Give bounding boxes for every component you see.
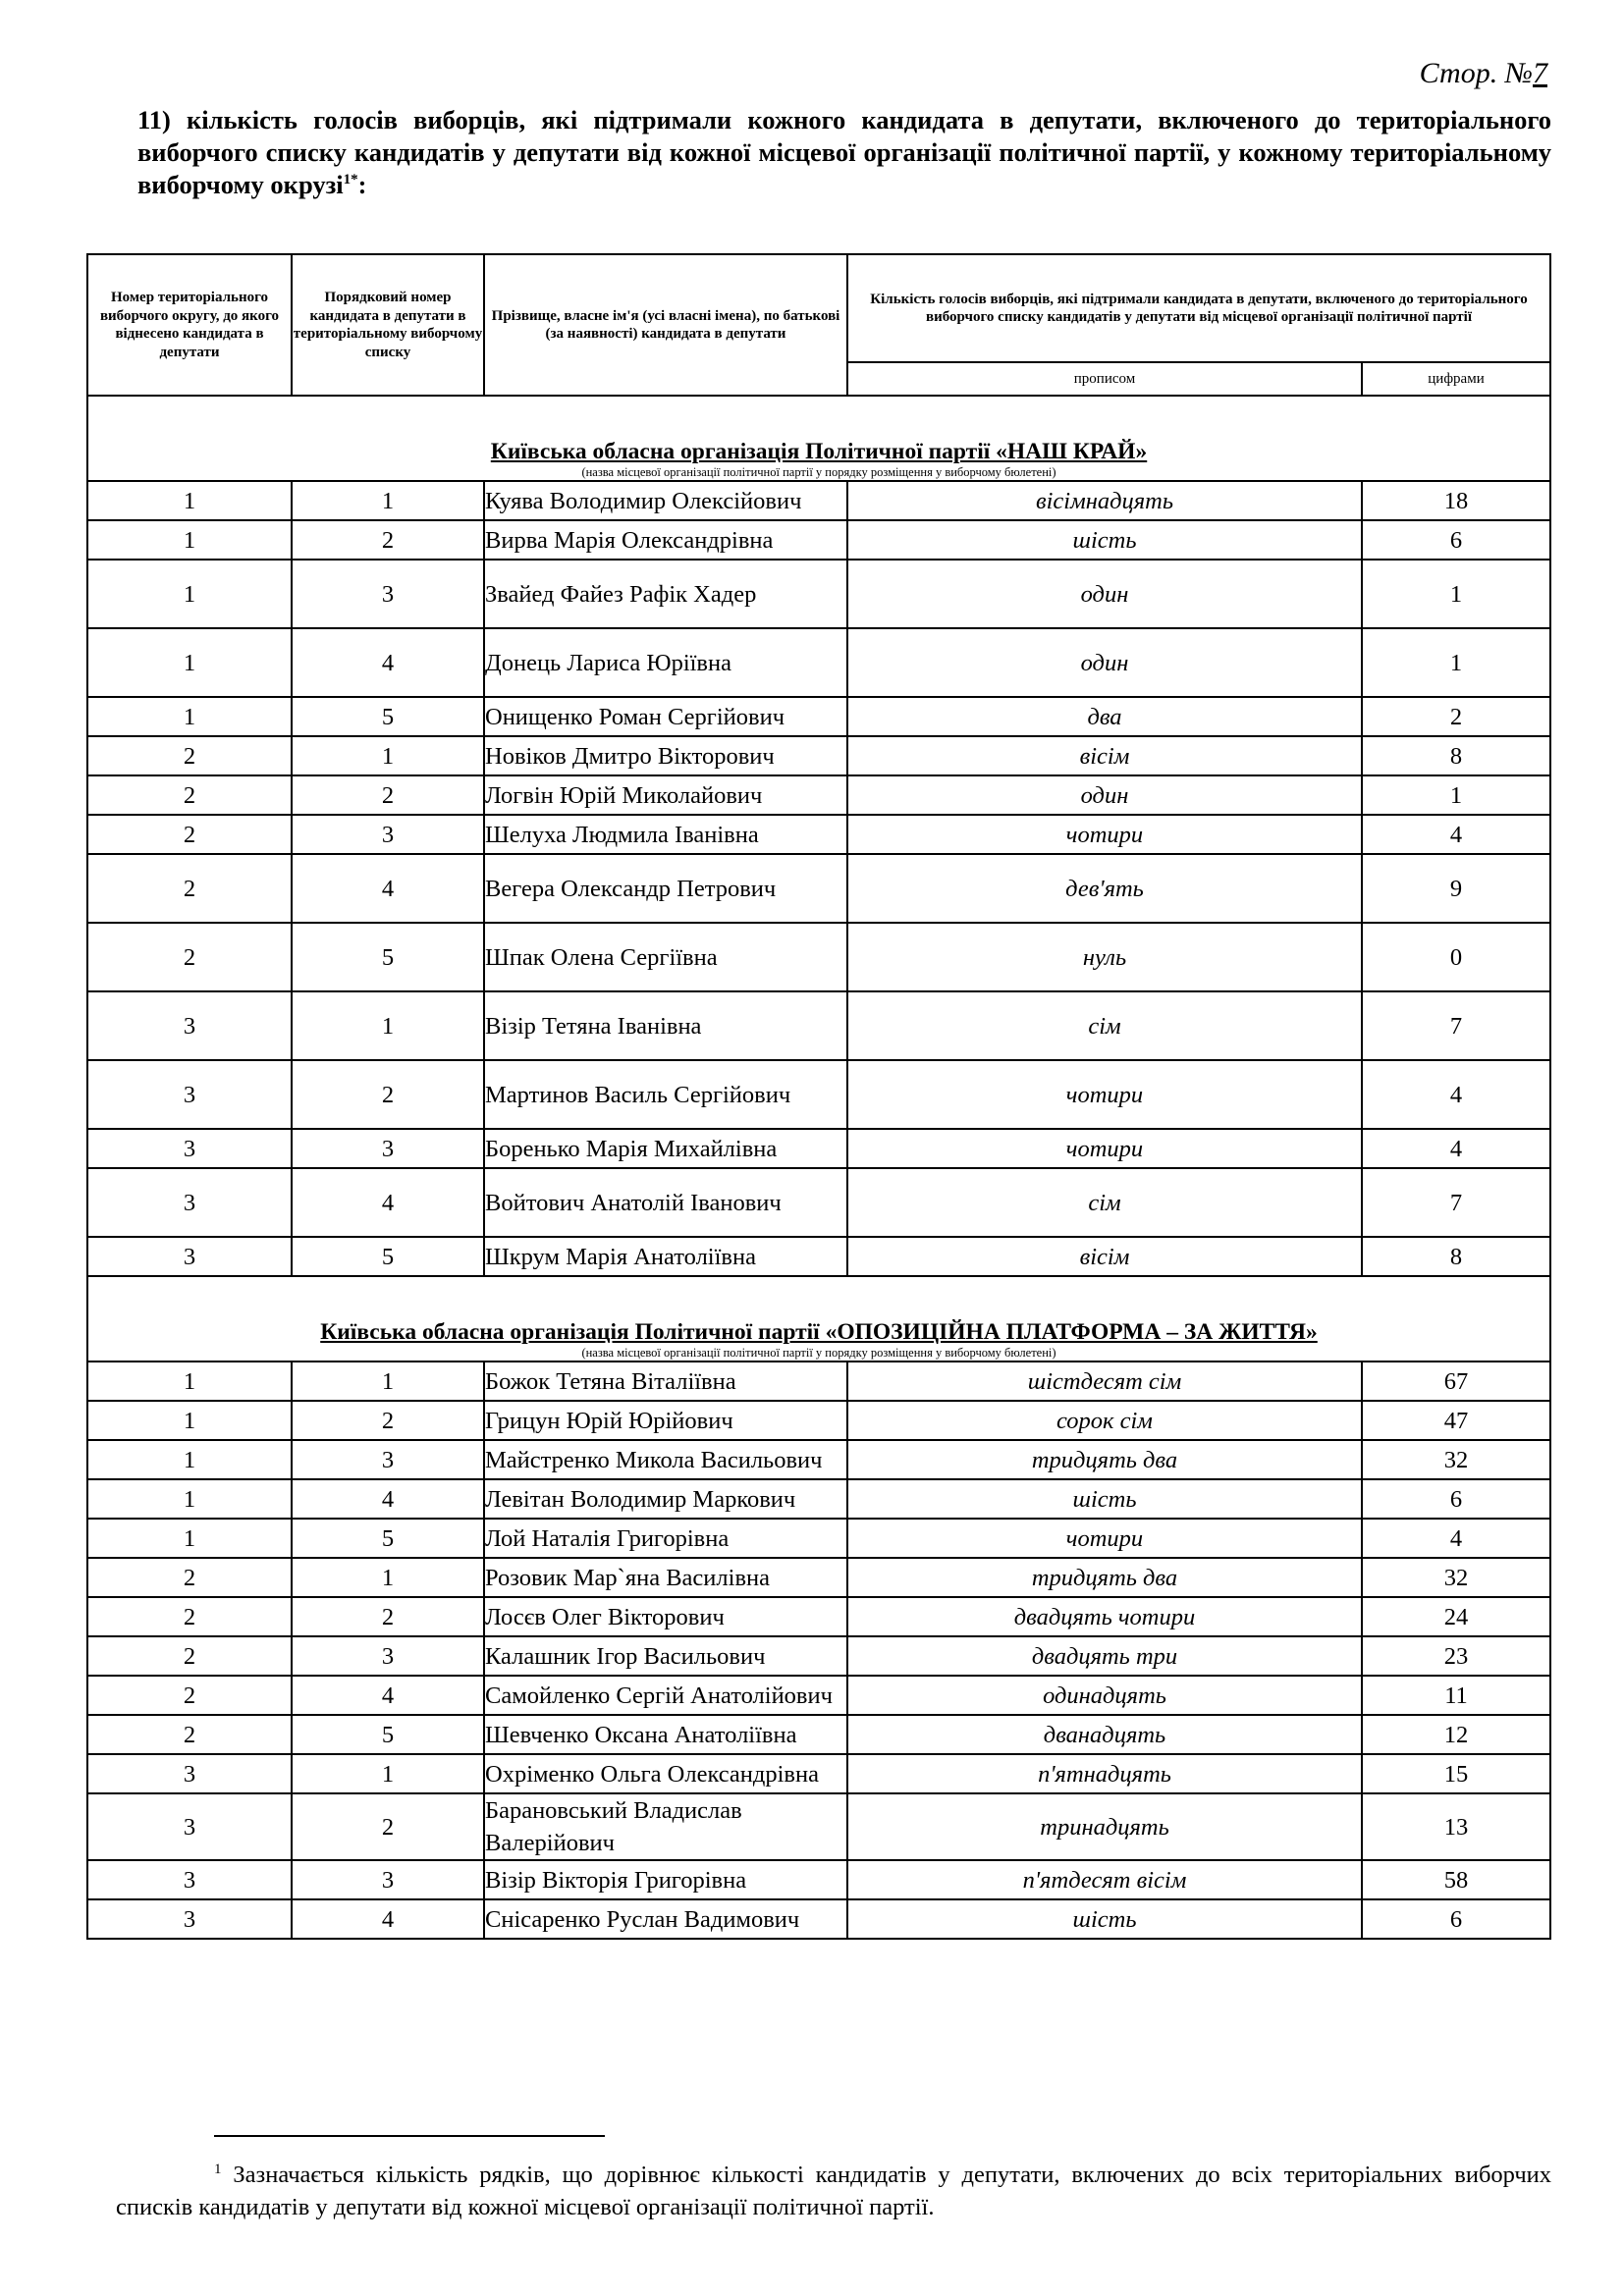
table-row xyxy=(87,1060,1550,1129)
header-order: Порядковий номер кандидата в депутати в територіальному виборчому списку xyxy=(292,254,484,396)
cell-digits: 4 xyxy=(1362,815,1550,854)
cell-digits: 8 xyxy=(1362,1237,1550,1276)
table-row xyxy=(87,697,1550,736)
cell-district: 3 xyxy=(87,1168,292,1237)
cell-words: шістдесят сім xyxy=(847,1362,1362,1401)
cell-district: 1 xyxy=(87,1519,292,1558)
party-row xyxy=(87,1276,1550,1362)
cell-digits: 11 xyxy=(1362,1676,1550,1715)
cell-words: чотири xyxy=(847,815,1362,854)
cell-name: Лосєв Олег Вікторович xyxy=(484,1597,847,1636)
cell-words: вісім xyxy=(847,1237,1362,1276)
table-row xyxy=(87,1899,1550,1939)
cell-name: Грицун Юрій Юрійович xyxy=(484,1401,847,1440)
cell-name: Новіков Дмитро Вікторович xyxy=(484,736,847,775)
table-row xyxy=(87,1597,1550,1636)
cell-district: 1 xyxy=(87,1479,292,1519)
cell-words: тридцять два xyxy=(847,1558,1362,1597)
cell-order: 5 xyxy=(292,1519,484,1558)
cell-words: шість xyxy=(847,1479,1362,1519)
cell-digits: 67 xyxy=(1362,1362,1550,1401)
cell-district: 3 xyxy=(87,1860,292,1899)
cell-name: Божок Тетяна Віталіївна xyxy=(484,1362,847,1401)
cell-order: 3 xyxy=(292,1860,484,1899)
footnote xyxy=(116,2159,1551,2223)
cell-district: 1 xyxy=(87,481,292,520)
cell-digits: 4 xyxy=(1362,1519,1550,1558)
header-name: Прізвище, власне ім'я (усі власні імена), по батькові (за наявності) кандидата в депутати xyxy=(484,254,847,396)
heading-tail: : xyxy=(357,170,367,199)
cell-name: Шпак Олена Сергіївна xyxy=(484,923,847,991)
cell-order: 3 xyxy=(292,1440,484,1479)
cell-digits: 13 xyxy=(1362,1793,1550,1860)
cell-name: Логвін Юрій Миколайович xyxy=(484,775,847,815)
cell-order: 1 xyxy=(292,1754,484,1793)
votes-table xyxy=(86,253,1551,1940)
cell-district: 1 xyxy=(87,1440,292,1479)
cell-digits: 24 xyxy=(1362,1597,1550,1636)
cell-digits: 7 xyxy=(1362,991,1550,1060)
cell-district: 1 xyxy=(87,697,292,736)
party-name: Київська обласна організація Політичної партії «ОПОЗИЦІЙНА ПЛАТФОРМА – ЗА ЖИТТЯ» xyxy=(320,1319,1318,1345)
page-number-value: 7 xyxy=(1533,57,1547,89)
table-row xyxy=(87,1168,1550,1237)
table-row xyxy=(87,1558,1550,1597)
cell-words: один xyxy=(847,628,1362,697)
cell-name: Лой Наталія Григорівна xyxy=(484,1519,847,1558)
cell-words: дев'ять xyxy=(847,854,1362,923)
cell-district: 3 xyxy=(87,1060,292,1129)
table-row xyxy=(87,1715,1550,1754)
table-row xyxy=(87,628,1550,697)
page-number-label: Стор. № xyxy=(1419,57,1533,89)
cell-words: один xyxy=(847,560,1362,628)
party-cell xyxy=(87,396,1550,481)
cell-digits: 1 xyxy=(1362,560,1550,628)
header-votes: Кількість голосів виборців, які підтримали кандидата в депутати, включеного до територіального виборчого списку кандидатів у депутати від місцевої організації політичної партії xyxy=(847,254,1550,362)
cell-digits: 8 xyxy=(1362,736,1550,775)
cell-digits: 6 xyxy=(1362,520,1550,560)
section-heading xyxy=(137,104,1551,201)
cell-order: 3 xyxy=(292,560,484,628)
party-note: (назва місцевої організації політичної партії у порядку розміщення у виборчому бюлетені) xyxy=(581,1346,1056,1360)
cell-words: п'ятдесят вісім xyxy=(847,1860,1362,1899)
cell-district: 1 xyxy=(87,628,292,697)
cell-order: 4 xyxy=(292,1676,484,1715)
cell-name: Снісаренко Руслан Вадимович xyxy=(484,1899,847,1939)
cell-words: п'ятнадцять xyxy=(847,1754,1362,1793)
cell-digits: 1 xyxy=(1362,628,1550,697)
table-row xyxy=(87,1440,1550,1479)
cell-digits: 7 xyxy=(1362,1168,1550,1237)
cell-district: 1 xyxy=(87,520,292,560)
cell-name: Левітан Володимир Маркович xyxy=(484,1479,847,1519)
cell-words: двадцять чотири xyxy=(847,1597,1362,1636)
cell-digits: 58 xyxy=(1362,1860,1550,1899)
heading-footnote-mark: 1* xyxy=(343,172,358,188)
page-number xyxy=(1420,57,1547,90)
table-row xyxy=(87,815,1550,854)
cell-order: 1 xyxy=(292,1558,484,1597)
cell-digits: 0 xyxy=(1362,923,1550,991)
cell-district: 2 xyxy=(87,1715,292,1754)
cell-words: чотири xyxy=(847,1060,1362,1129)
cell-district: 2 xyxy=(87,923,292,991)
cell-order: 4 xyxy=(292,1479,484,1519)
party-note: (назва місцевої організації політичної партії у порядку розміщення у виборчому бюлетені) xyxy=(581,465,1056,479)
cell-digits: 47 xyxy=(1362,1401,1550,1440)
cell-order: 2 xyxy=(292,1597,484,1636)
cell-order: 2 xyxy=(292,775,484,815)
cell-name: Калашник Ігор Васильович xyxy=(484,1636,847,1676)
cell-district: 2 xyxy=(87,736,292,775)
cell-order: 4 xyxy=(292,1168,484,1237)
footnote-divider xyxy=(214,2135,605,2137)
table-row xyxy=(87,991,1550,1060)
cell-words: два xyxy=(847,697,1362,736)
header-in-words: прописом xyxy=(847,362,1362,396)
cell-name: Шелуха Людмила Іванівна xyxy=(484,815,847,854)
table-row xyxy=(87,1237,1550,1276)
cell-words: чотири xyxy=(847,1519,1362,1558)
table-body xyxy=(87,396,1550,1939)
cell-order: 3 xyxy=(292,815,484,854)
table-row xyxy=(87,854,1550,923)
cell-words: сорок сім xyxy=(847,1401,1362,1440)
cell-digits: 4 xyxy=(1362,1129,1550,1168)
cell-digits: 12 xyxy=(1362,1715,1550,1754)
cell-name: Шкрум Марія Анатоліївна xyxy=(484,1237,847,1276)
cell-words: чотири xyxy=(847,1129,1362,1168)
cell-name: Боренько Марія Михайлівна xyxy=(484,1129,847,1168)
cell-district: 1 xyxy=(87,1401,292,1440)
cell-digits: 32 xyxy=(1362,1440,1550,1479)
cell-name: Барановський Владислав Валерійович xyxy=(484,1793,847,1860)
cell-words: тринадцять xyxy=(847,1793,1362,1860)
cell-district: 2 xyxy=(87,815,292,854)
cell-order: 1 xyxy=(292,481,484,520)
cell-words: сім xyxy=(847,1168,1362,1237)
cell-order: 5 xyxy=(292,1715,484,1754)
cell-name: Візір Вікторія Григорівна xyxy=(484,1860,847,1899)
cell-order: 1 xyxy=(292,1362,484,1401)
cell-digits: 6 xyxy=(1362,1479,1550,1519)
cell-digits: 18 xyxy=(1362,481,1550,520)
cell-order: 5 xyxy=(292,697,484,736)
table-row xyxy=(87,1401,1550,1440)
cell-district: 2 xyxy=(87,1636,292,1676)
cell-order: 5 xyxy=(292,1237,484,1276)
cell-digits: 2 xyxy=(1362,697,1550,736)
cell-district: 3 xyxy=(87,1754,292,1793)
footnote-mark: 1 xyxy=(214,2161,222,2177)
cell-name: Мартинов Василь Сергійович xyxy=(484,1060,847,1129)
cell-name: Охріменко Ольга Олександрівна xyxy=(484,1754,847,1793)
cell-digits: 32 xyxy=(1362,1558,1550,1597)
cell-district: 1 xyxy=(87,560,292,628)
cell-district: 2 xyxy=(87,1558,292,1597)
cell-name: Шевченко Оксана Анатоліївна xyxy=(484,1715,847,1754)
heading-text: 11) кількість голосів виборців, які підтримали кожного кандидата в депутати, включеного до територіального виборчого списку кандидатів у депутати від кожної місцевої організації політичної партії, у кожному територіальному виборчому окрузі xyxy=(137,105,1551,199)
cell-district: 2 xyxy=(87,1676,292,1715)
cell-words: шість xyxy=(847,1899,1362,1939)
cell-words: нуль xyxy=(847,923,1362,991)
cell-name: Донець Лариса Юріївна xyxy=(484,628,847,697)
cell-district: 3 xyxy=(87,1129,292,1168)
cell-words: вісім xyxy=(847,736,1362,775)
cell-order: 3 xyxy=(292,1129,484,1168)
cell-order: 3 xyxy=(292,1636,484,1676)
table-row xyxy=(87,775,1550,815)
table-row xyxy=(87,923,1550,991)
table-row xyxy=(87,1860,1550,1899)
table-row xyxy=(87,1362,1550,1401)
table-row xyxy=(87,1676,1550,1715)
cell-digits: 9 xyxy=(1362,854,1550,923)
party-cell xyxy=(87,1276,1550,1362)
cell-district: 2 xyxy=(87,775,292,815)
cell-district: 3 xyxy=(87,1237,292,1276)
cell-district: 1 xyxy=(87,1362,292,1401)
cell-words: дванадцять xyxy=(847,1715,1362,1754)
party-name: Київська обласна організація Політичної партії «НАШ КРАЙ» xyxy=(490,439,1148,464)
cell-digits: 15 xyxy=(1362,1754,1550,1793)
cell-order: 5 xyxy=(292,923,484,991)
table-row xyxy=(87,1636,1550,1676)
cell-order: 2 xyxy=(292,1060,484,1129)
table-row xyxy=(87,560,1550,628)
cell-digits: 4 xyxy=(1362,1060,1550,1129)
cell-words: один xyxy=(847,775,1362,815)
cell-name: Вегера Олександр Петрович xyxy=(484,854,847,923)
cell-words: шість xyxy=(847,520,1362,560)
cell-district: 3 xyxy=(87,1899,292,1939)
cell-digits: 6 xyxy=(1362,1899,1550,1939)
cell-order: 4 xyxy=(292,1899,484,1939)
cell-name: Розовик Мар`яна Василівна xyxy=(484,1558,847,1597)
cell-name: Майстренко Микола Васильович xyxy=(484,1440,847,1479)
party-row xyxy=(87,396,1550,481)
cell-district: 2 xyxy=(87,854,292,923)
cell-words: двадцять три xyxy=(847,1636,1362,1676)
cell-words: сім xyxy=(847,991,1362,1060)
cell-order: 1 xyxy=(292,991,484,1060)
table-row xyxy=(87,1754,1550,1793)
table-row xyxy=(87,481,1550,520)
cell-district: 3 xyxy=(87,1793,292,1860)
cell-order: 2 xyxy=(292,1793,484,1860)
table-row xyxy=(87,1479,1550,1519)
cell-district: 3 xyxy=(87,991,292,1060)
cell-order: 1 xyxy=(292,736,484,775)
cell-district: 2 xyxy=(87,1597,292,1636)
cell-words: тридцять два xyxy=(847,1440,1362,1479)
header-in-digits: цифрами xyxy=(1362,362,1550,396)
cell-order: 2 xyxy=(292,1401,484,1440)
cell-name: Візір Тетяна Іванівна xyxy=(484,991,847,1060)
cell-name: Войтович Анатолій Іванович xyxy=(484,1168,847,1237)
cell-name: Звайед Файез Рафік Хадер xyxy=(484,560,847,628)
cell-words: одинадцять xyxy=(847,1676,1362,1715)
cell-digits: 23 xyxy=(1362,1636,1550,1676)
table-row xyxy=(87,736,1550,775)
table-row xyxy=(87,1519,1550,1558)
footnote-text: Зазначається кількість рядків, що дорівнює кількості кандидатів у депутати, включених до всіх територіальних виборчих списків кандидатів у депутати від кожної місцевої організації політичної партії. xyxy=(116,2162,1551,2220)
cell-order: 4 xyxy=(292,628,484,697)
cell-name: Самойленко Сергій Анатолійович xyxy=(484,1676,847,1715)
header-district: Номер територіального виборчого округу, до якого віднесено кандидата в депутати xyxy=(87,254,292,396)
table-row xyxy=(87,1129,1550,1168)
cell-words: вісімнадцять xyxy=(847,481,1362,520)
cell-order: 2 xyxy=(292,520,484,560)
cell-name: Куява Володимир Олексійович xyxy=(484,481,847,520)
cell-name: Вирва Марія Олександрівна xyxy=(484,520,847,560)
table-row xyxy=(87,1793,1550,1860)
table-row xyxy=(87,520,1550,560)
cell-name: Онищенко Роман Сергійович xyxy=(484,697,847,736)
cell-order: 4 xyxy=(292,854,484,923)
cell-digits: 1 xyxy=(1362,775,1550,815)
